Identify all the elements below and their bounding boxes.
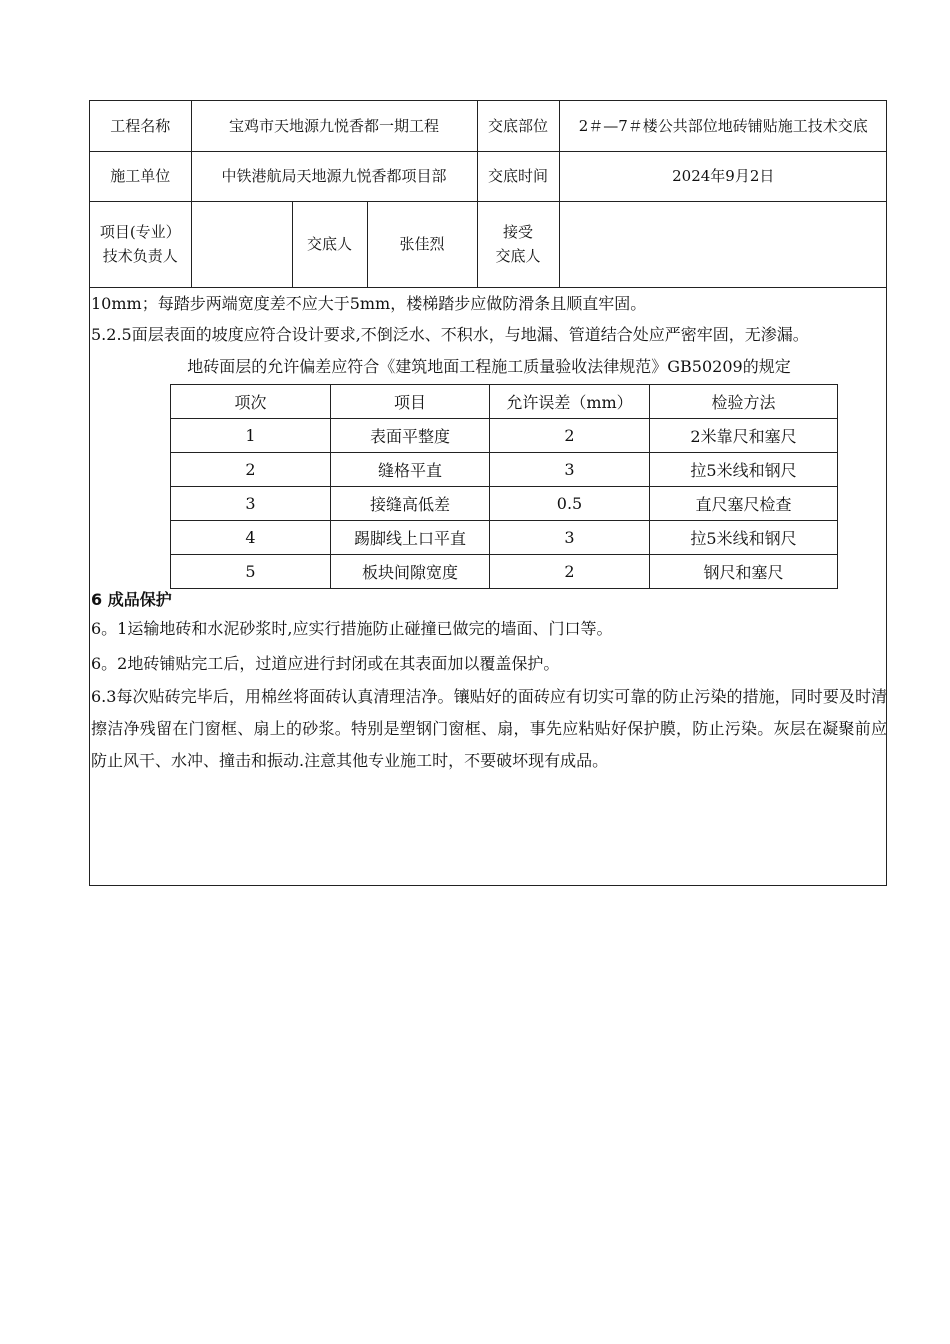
table-row <box>171 453 838 487</box>
row-index: 2 <box>171 453 331 487</box>
header-row-2 <box>90 151 887 201</box>
tech-lead-label-line2: 技术负责人 <box>102 247 178 265</box>
header-table <box>90 101 887 288</box>
contractor-value: 中铁港航局天地源九悦香都项目部 <box>191 151 477 201</box>
presenter-label: 交底人 <box>292 201 367 287</box>
row-index: 1 <box>171 419 331 453</box>
col-header-method: 检验方法 <box>650 385 838 419</box>
row-tolerance: 3 <box>490 453 650 487</box>
row-item: 接缝高低差 <box>331 487 490 521</box>
tech-lead-label-line1: 项目(专业） <box>99 223 181 241</box>
date-value: 2024年9月2日 <box>559 151 887 201</box>
row-index: 3 <box>171 487 331 521</box>
project-name-label: 工程名称 <box>90 101 191 151</box>
table-caption: 地砖面层的允许偏差应符合《建筑地面工程施工质量验收法律规范》GB50209的规定 <box>187 357 791 376</box>
content-body <box>91 288 887 777</box>
header-row-1 <box>90 101 887 151</box>
tolerance-table <box>170 384 838 589</box>
section-6-title: 6 成品保护 <box>91 590 172 609</box>
header-row-3 <box>90 201 887 287</box>
receiver-value <box>559 201 887 287</box>
row-method: 直尺塞尺检查 <box>650 487 838 521</box>
receiver-label-line1: 接受 <box>502 223 533 241</box>
row-tolerance: 2 <box>490 555 650 589</box>
project-name-value: 宝鸡市天地源九悦香都一期工程 <box>191 101 477 151</box>
table-row <box>171 419 838 453</box>
row-item: 缝格平直 <box>331 453 490 487</box>
col-header-index: 项次 <box>171 385 331 419</box>
document-frame <box>89 100 887 886</box>
row-tolerance: 2 <box>490 419 650 453</box>
content-line-2: 5.2.5面层表面的坡度应符合设计要求,不倒泛水、不积水，与地漏、管道结合处应严密牢固，无渗漏。 <box>91 325 809 344</box>
presenter-value: 张佳烈 <box>367 201 477 287</box>
tolerance-header-row <box>171 385 838 419</box>
row-method: 拉5米线和钢尺 <box>650 521 838 555</box>
table-row <box>171 487 838 521</box>
row-index: 4 <box>171 521 331 555</box>
contractor-label: 施工单位 <box>90 151 191 201</box>
col-header-tolerance: 允许误差（mm） <box>490 385 650 419</box>
row-method: 拉5米线和钢尺 <box>650 453 838 487</box>
row-index: 5 <box>171 555 331 589</box>
row-tolerance: 0.5 <box>490 487 650 521</box>
location-label: 交底部位 <box>477 101 559 151</box>
section-6-1: 6。1运输地砖和水泥砂浆时,应实行措施防止碰撞已做完的墙面、门口等。 <box>91 619 613 638</box>
date-label: 交底时间 <box>477 151 559 201</box>
section-6-3: 6.3每次贴砖完毕后，用棉丝将面砖认真清理洁净。镶贴好的面砖应有切实可靠的防止污染的措施，同时要及时清擦洁净残留在门窗框、扇上的砂浆。特别是塑钢门窗框、扇，事先应粘贴好保护膜，防止污染。灰层在凝聚前应防止风干、水冲、撞击和振动.注意其他专业施工时，不要破坏现有成品。 <box>91 687 887 770</box>
table-row <box>171 555 838 589</box>
table-row <box>171 521 838 555</box>
receiver-label-line2: 交底人 <box>495 247 541 265</box>
content-line-1: 10mm；每踏步两端宽度差不应大于5mm，楼梯踏步应做防滑条且顺直牢固。 <box>91 294 647 313</box>
row-method: 钢尺和塞尺 <box>650 555 838 589</box>
receiver-label <box>477 201 559 287</box>
row-method: 2米靠尺和塞尺 <box>650 419 838 453</box>
row-item: 踢脚线上口平直 <box>331 521 490 555</box>
row-item: 板块间隙宽度 <box>331 555 490 589</box>
row-item: 表面平整度 <box>331 419 490 453</box>
location-value: 2＃—7＃楼公共部位地砖铺贴施工技术交底 <box>559 101 887 151</box>
tech-lead-value <box>191 201 292 287</box>
row-tolerance: 3 <box>490 521 650 555</box>
col-header-item: 项目 <box>331 385 490 419</box>
tech-lead-label <box>90 201 191 287</box>
section-6-2: 6。2地砖铺贴完工后，过道应进行封闭或在其表面加以覆盖保护。 <box>91 654 560 673</box>
